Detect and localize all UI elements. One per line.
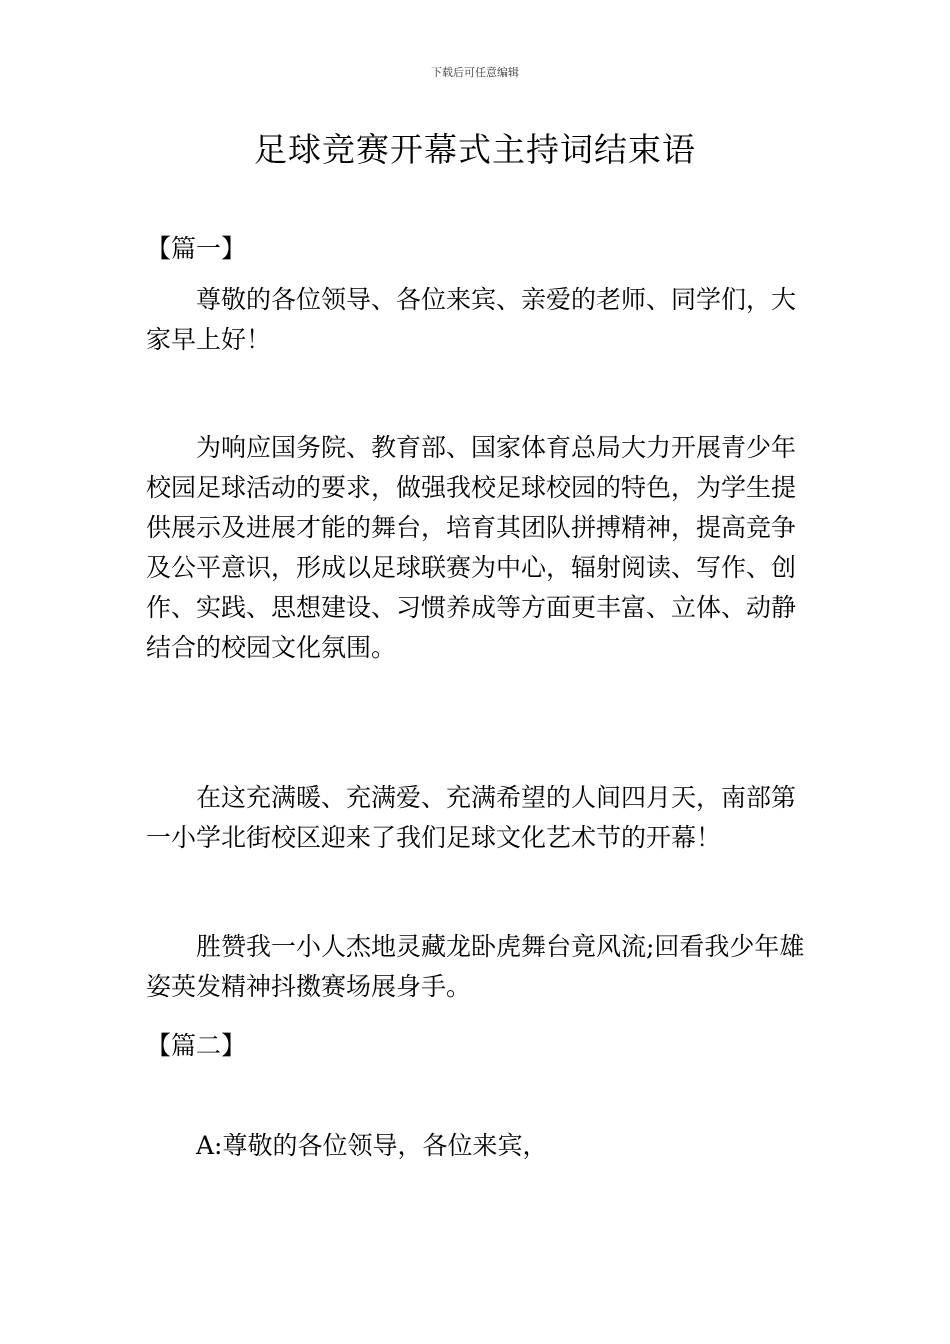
paragraph-greeting: 尊敬的各位领导、各位来宾、亲爱的老师、同学们，大家早上好！ xyxy=(146,285,797,354)
paragraph-host-a: A:尊敬的各位领导，各位来宾， xyxy=(196,1131,548,1160)
document-title: 足球竞赛开幕式主持词结束语 xyxy=(254,130,696,169)
paragraph-opening: 在这充满暖、充满爱、充满希望的人间四月天，南部第一小学北街校区迎来了我们足球文化艺术节的开幕！ xyxy=(146,783,797,852)
paragraph-couplet: 胜赞我一小人杰地灵藏龙卧虎舞台竟风流;回看我少年雄姿英发精神抖擞赛场展身手。 xyxy=(146,932,805,1001)
section-label-2: 【篇二】 xyxy=(146,1031,247,1060)
section-label-1: 【篇一】 xyxy=(146,234,247,263)
header-note: 下载后可任意编辑 xyxy=(431,66,519,79)
paragraph-purpose: 为响应国务院、教育部、国家体育总局大力开展青少年校园足球活动的要求，做强我校足球校园的特色，为学生提供展示及进展才能的舞台，培育其团队拼搏精神，提高竞争及公平意识，形成以足球联赛为中心，辐射阅读、写作、创作、实践、思想建设、习惯养成等方面更丰富、立体、动静结合的校园文化氛围。 xyxy=(146,433,797,662)
